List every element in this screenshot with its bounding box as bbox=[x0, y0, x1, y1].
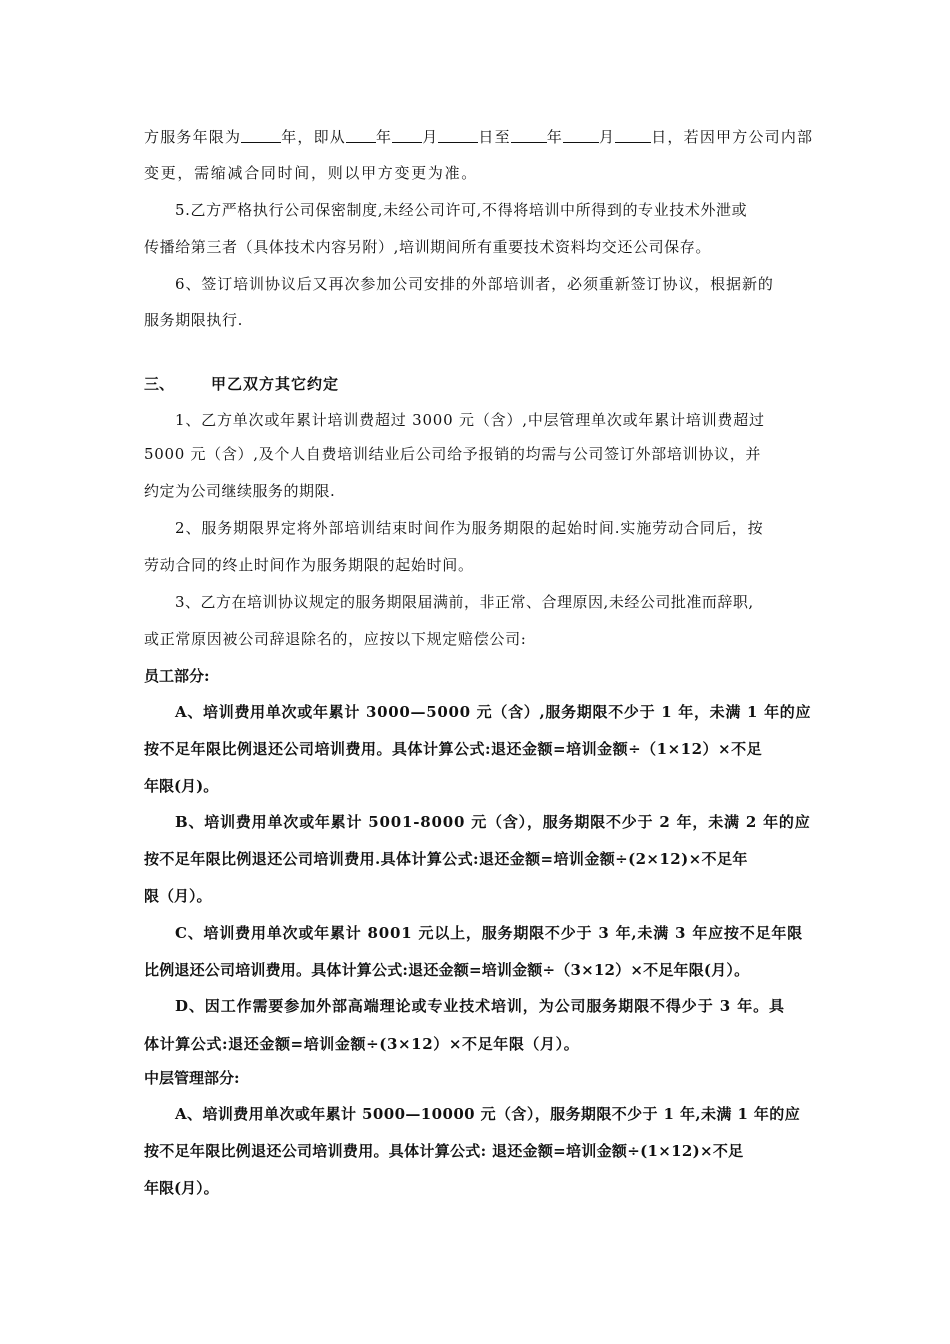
paragraph-line: 变更，需缩减合同时间，则以甲方变更为准。 bbox=[144, 164, 479, 182]
item-5-line: 5.乙方严格执行公司保密制度,未经公司许可,不得将培训中所得到的专业技术外泄或 bbox=[175, 201, 748, 219]
staff-rule-d: D、因工作需要参加外部高端理论或专业技术培训，为公司服务期限不得少于 3 年。具 bbox=[175, 997, 785, 1015]
staff-rule-b: 按不足年限比例退还公司培训费用.具体计算公式:退还金额=培训金额÷(2×12)×不足年 bbox=[144, 850, 748, 868]
section-3-title: 甲乙双方其它约定 bbox=[211, 375, 340, 393]
blank-end-day bbox=[615, 127, 651, 143]
staff-rule-a: 年限(月)。 bbox=[144, 777, 219, 795]
text-segment: 方服务年限为 bbox=[144, 128, 242, 146]
text-segment: 年 bbox=[376, 128, 393, 146]
blank-start-year bbox=[346, 127, 376, 143]
text-segment: 月 bbox=[422, 128, 439, 146]
staff-rule-b: 限（月）。 bbox=[144, 887, 212, 905]
staff-rule-b: B、培训费用单次或年累计 5001-8000 元（含），服务期限不少于 2 年，未满 2 年的应 bbox=[175, 813, 811, 831]
item-1-line: 1、乙方单次或年累计培训费超过 3000 元（含）,中层管理单次或年累计培训费超过 bbox=[175, 411, 765, 429]
item-6-line: 服务期限执行. bbox=[144, 311, 243, 329]
item-6-line: 6、签订培训协议后又再次参加公司安排的外部培训者，必须重新签订协议，根据新的 bbox=[175, 275, 774, 293]
blank-end-month bbox=[563, 127, 599, 143]
item-5-line: 传播给第三者（具体技术内容另附）,培训期间所有重要技术资料均交还公司保存。 bbox=[144, 238, 711, 256]
text-segment: 月 bbox=[599, 128, 616, 146]
text-segment: 年 bbox=[546, 128, 564, 146]
staff-rule-d: 体计算公式:退还金额=培训金额÷(3×12）×不足年限（月）。 bbox=[144, 1035, 580, 1053]
text-segment: 年，即从 bbox=[281, 128, 347, 146]
item-2-line: 2、服务期限界定将外部培训结束时间作为服务期限的起始时间.实施劳动合同后，按 bbox=[175, 519, 764, 537]
staff-rule-c: 比例退还公司培训费用。具体计算公式:退还金额=培训金额÷（3×12）×不足年限(月）。 bbox=[144, 961, 750, 979]
item-3-line: 或正常原因被公司辞退除名的，应按以下规定赔偿公司: bbox=[144, 630, 527, 648]
staff-rule-c: C、培训费用单次或年累计 8001 元以上，服务期限不少于 3 年,未满 3 年应按不足年限 bbox=[175, 924, 803, 942]
blank-start-month bbox=[392, 127, 422, 143]
middle-management-heading: 中层管理部分: bbox=[144, 1069, 240, 1087]
middle-rule-a: A、培训费用单次或年累计 5000—10000 元（含），服务期限不少于 1 年,未满 1 年的应 bbox=[175, 1105, 801, 1123]
staff-rule-a: A、培训费用单次或年累计 3000—5000 元（含）,服务期限不少于 1 年，未满 1 年的应 bbox=[175, 703, 812, 721]
text-segment: 日，若因甲方公司内部 bbox=[651, 128, 814, 146]
service-term-line bbox=[144, 127, 813, 147]
middle-rule-a: 年限(月）。 bbox=[144, 1179, 219, 1197]
blank-end-year bbox=[511, 127, 547, 143]
staff-rule-a: 按不足年限比例退还公司培训费用。具体计算公式:退还金额=培训金额÷（1×12）×不足 bbox=[144, 740, 763, 758]
item-3-line: 3、乙方在培训协议规定的服务期限届满前，非正常、合理原因,未经公司批准而辞职, bbox=[175, 593, 754, 611]
text-segment: 日至 bbox=[478, 128, 511, 146]
item-1-line: 5000 元（含）,及个人自费培训结业后公司给予报销的均需与公司签订外部培训协议，并 bbox=[144, 445, 762, 463]
blank-start-day bbox=[438, 127, 478, 143]
section-3-number: 三、 bbox=[144, 375, 175, 393]
item-2-line: 劳动合同的终止时间作为服务期限的起始时间。 bbox=[144, 556, 474, 574]
item-1-line: 约定为公司继续服务的期限. bbox=[144, 482, 336, 500]
staff-heading: 员工部分: bbox=[144, 667, 210, 685]
middle-rule-a: 按不足年限比例退还公司培训费用。具体计算公式: 退还金额=培训金额÷(1×12)×不足 bbox=[144, 1142, 744, 1160]
blank-years bbox=[241, 127, 281, 143]
